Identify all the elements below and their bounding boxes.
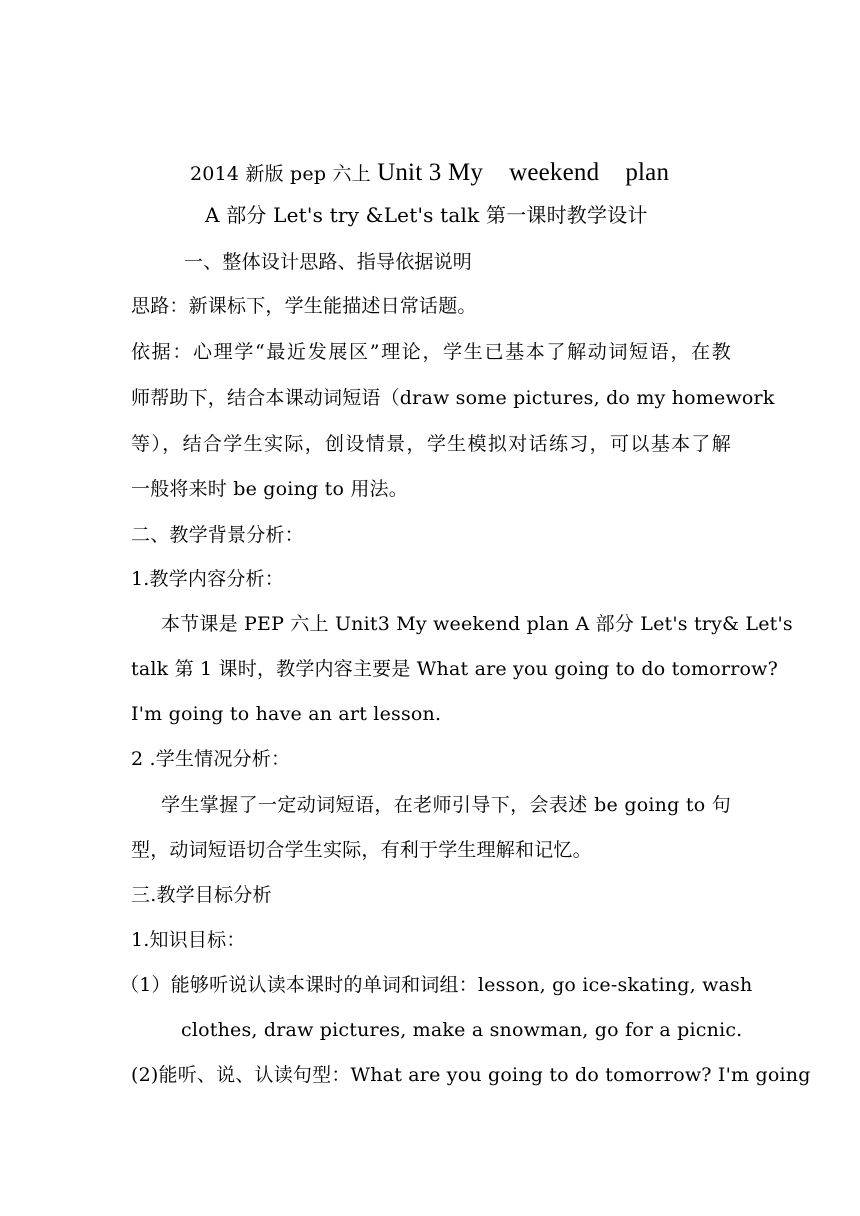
section-3-heading: 三.教学目标分析 [131,884,272,906]
content-analysis-line: 本节课是 PEP 六上 Unit3 My weekend plan A 部分 Let's try& Let's [161,613,793,635]
title-word-plan: plan [625,159,670,186]
objective-1-line: clothes, draw pictures, make a snowman, go for a picnic. [181,1019,743,1041]
document-title [190,158,669,189]
student-analysis-line: 学生掌握了一定动词短语，在老师引导下，会表述 be going to 句 [161,794,731,816]
section-1-heading: 一、整体设计思路、指导依据说明 [184,251,473,273]
yiju-line: 师帮助下，结合本课动词短语（draw some pictures, do my homework [131,387,775,409]
title-unit-text: Unit 3 My [377,159,484,186]
silu-paragraph: 思路：新课标下，学生能描述日常话题。 [131,295,477,317]
section-2-heading: 二、教学背景分析： [131,524,304,546]
content-analysis-heading: 1.教学内容分析： [131,568,284,590]
document-subtitle: A 部分 Let's try &Let's talk 第一课时教学设计 [205,203,648,227]
student-analysis-heading: 2 .学生情况分析： [131,748,291,770]
title-word-weekend: weekend [509,159,600,186]
title-unit [377,159,669,186]
content-analysis-line: talk 第 1 课时，教学内容主要是 What are you going to do tomorrow? [131,658,778,680]
yiju-line: 一般将来时 be going to 用法。 [131,478,408,500]
knowledge-objective-heading: 1.知识目标： [131,929,246,951]
title-prefix: 2014 新版 pep 六上 [190,163,378,185]
content-analysis-line: I'm going to have an art lesson. [131,703,442,725]
yiju-line: 等），结合学生实际，创设情景，学生模拟对话练习，可以基本了解 [131,433,731,455]
student-analysis-line: 型，动词短语切合学生实际，有利于学生理解和记忆。 [131,839,592,861]
objective-1-line: （1）能够听说认读本课时的单词和词组：lesson, go ice-skating, wash [120,974,753,996]
yiju-line: 依据：心理学“最近发展区”理论，学生已基本了解动词短语，在教 [131,341,731,363]
objective-2-line: (2)能听、说、认读句型：What are you going to do tomorrow? I'm going [131,1064,811,1086]
